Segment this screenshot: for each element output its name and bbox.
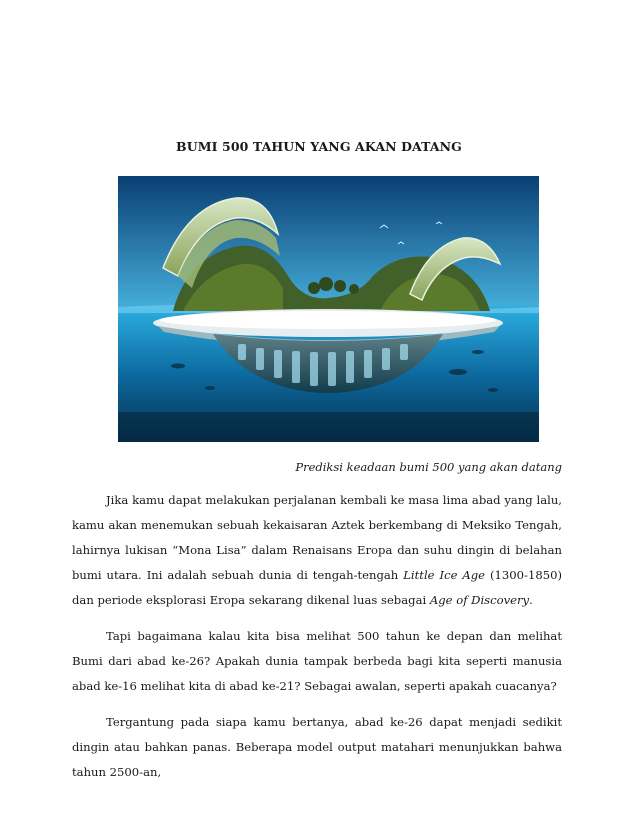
paragraph-1-text-a: Jika kamu dapat melakukan perjalanan kembali ke masa lima abad yang lalu, kamu akan menemukan sebuah kekaisaran Aztek berkembang di Meksiko Tengah, lahirnya lukisan “Mona Lisa” dalam Renaisans Eropa dan suhu dingin di belahan bumi utara. Ini adalah sebuah dunia di tengah-tengah — [72, 493, 562, 582]
paragraph-2: Tapi bagaimana kalau kita bisa melihat 500 tahun ke depan dan melihat Bumi dari abad ke-26? Apakah dunia tampak berbeda bagi kita seperti manusia abad ke-16 melihat kita di abad ke-21? Sebagai awalan, seperti apakah cuacanya? — [72, 629, 562, 693]
document-title: BUMI 500 TAHUN YANG AKAN DATANG — [176, 139, 462, 154]
paragraph-1 — [72, 488, 562, 613]
figure-caption: Prediksi keadaan bumi 500 yang akan datang — [295, 460, 562, 474]
paragraph-3: Tergantung pada siapa kamu bertanya, abad ke-26 dapat menjadi sedikit dingin atau bahkan panas. Beberapa model output matahari menunjukkan bahwa tahun 2500-an, — [72, 715, 562, 779]
paragraph-1-text-e: . — [529, 593, 533, 607]
document-body — [72, 488, 562, 796]
floating-city-illustration — [118, 176, 539, 442]
seabed-dark — [118, 412, 539, 442]
paragraph-1-text-c: (1300-1850) dan periode eksplorasi Eropa sekarang dikenal luas sebagai — [72, 568, 562, 607]
term-little-ice-age: Little Ice Age — [403, 568, 486, 582]
term-age-of-discovery: Age of Discovery — [429, 593, 530, 607]
